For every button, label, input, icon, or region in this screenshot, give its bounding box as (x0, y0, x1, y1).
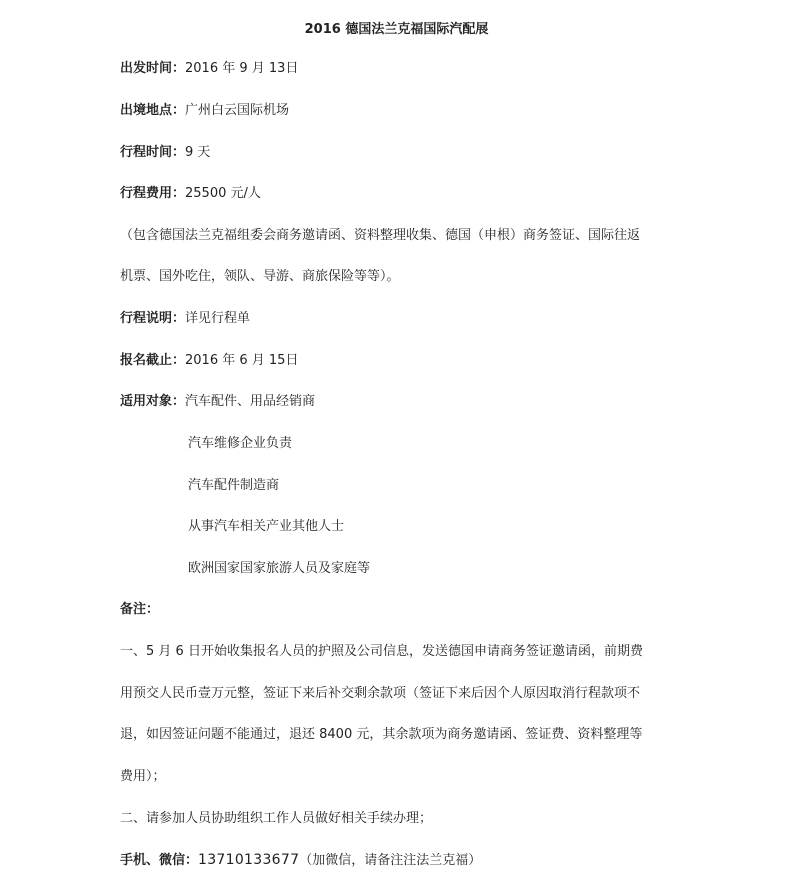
audience-item: 欧洲国家国家旅游人员及家庭等 (188, 561, 371, 576)
location-value: 广州白云国际机场 (185, 103, 290, 118)
remarks-label: 备注： (120, 602, 160, 617)
itinerary-value: 详见行程单 (185, 311, 251, 326)
cost-row (120, 184, 261, 204)
audience-item: 从事汽车相关产业其他人士 (188, 519, 345, 534)
cost-label: 行程费用： (120, 186, 186, 201)
deadline-value: 2016 年 6 月 15日 (185, 353, 299, 368)
cost-note-line-2: 机票、国外吃住，领队、导游、商旅保险等等）。 (120, 269, 400, 284)
remark-1-line-1: 一、5 月 6 日开始收集报名人员的护照及公司信息，发送德国申请商务签证邀请函，前期费 (120, 644, 643, 659)
duration-row (120, 143, 210, 163)
cost-note-line-1: （包含德国法兰克福组委会商务邀请函、资料整理收集、德国（申根）商务签证、国际往返 (120, 228, 641, 243)
remark-1-line-2: 用预交人民币壹万元整，签证下来后补交剩余款项（签证下来后因个人原因取消行程款项不 (120, 686, 641, 701)
location-label: 出境地点： (120, 103, 186, 118)
remark-1-line-3: 退，如因签证问题不能通过，退还 8400 元，其余款项为商务邀请函、签证费、资料整理等 (120, 727, 643, 742)
departure-value: 2016 年 9 月 13日 (185, 61, 299, 76)
remarks-heading (120, 600, 159, 620)
contact-row (120, 850, 481, 871)
duration-label: 行程时间： (120, 145, 186, 160)
departure-label: 出发时间： (120, 61, 186, 76)
audience-item: 汽车配件制造商 (188, 478, 280, 493)
contact-note: （加微信，请备注注法兰克福） (299, 853, 482, 868)
departure-row (120, 59, 298, 79)
audience-item: 汽车维修企业负责 (188, 436, 293, 451)
cost-value: 25500 元/人 (185, 186, 261, 201)
page-title: 2016 德国法兰克福国际汽配展 (304, 22, 489, 37)
itinerary-label: 行程说明： (120, 311, 186, 326)
remark-1-line-4: 费用）； (120, 769, 166, 784)
contact-phone: 13710133677 (198, 852, 300, 868)
audience-row (120, 392, 315, 412)
location-row (120, 101, 289, 121)
remark-2: 二、请参加人员协助组织工作人员做好相关手续办理； (120, 811, 433, 826)
deadline-label: 报名截止： (120, 353, 186, 368)
audience-label: 适用对象： (120, 394, 186, 409)
itinerary-row (120, 309, 250, 329)
duration-value: 9 天 (185, 145, 211, 160)
contact-label: 手机、微信： (120, 853, 199, 868)
audience-item: 汽车配件、用品经销商 (185, 394, 316, 409)
deadline-row (120, 351, 298, 371)
